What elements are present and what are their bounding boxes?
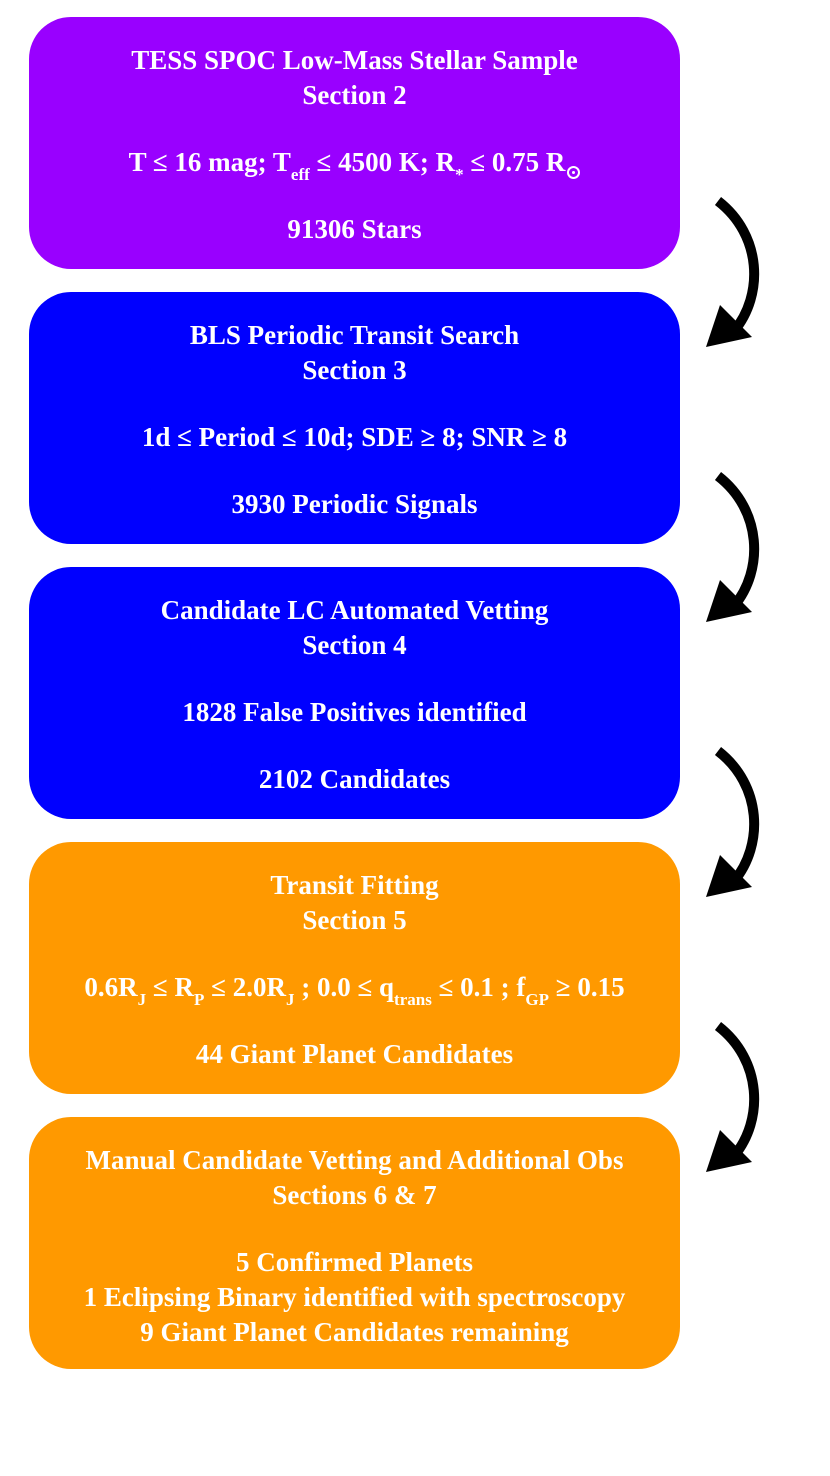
- flow-arrow-icon: [700, 195, 770, 355]
- stage-result-line: 9 Giant Planet Candidates remaining: [140, 1317, 569, 1347]
- stage-criteria: 1828 False Positives identified: [182, 697, 527, 727]
- stage-result-line: 1 Eclipsing Binary identified with spectroscopy: [83, 1282, 626, 1312]
- flow-arrow-icon: [700, 470, 770, 630]
- stage-criteria: [29, 970, 680, 1008]
- stage-result: 44 Giant Planet Candidates: [195, 1039, 514, 1069]
- criteria-text: ≤ 0.75 R: [463, 147, 566, 177]
- criteria-subscript: J: [137, 990, 147, 1009]
- stage-result-line: 5 Confirmed Planets: [236, 1247, 473, 1277]
- flow-arrow-icon: [700, 745, 770, 905]
- stage-result: 91306 Stars: [287, 214, 422, 244]
- criteria-subscript: GP: [525, 990, 549, 1009]
- criteria-text: 0.6R: [84, 972, 138, 1002]
- stage-box-stellar-sample: [29, 17, 680, 269]
- stage-criteria: 1d ≤ Period ≤ 10d; SDE ≥ 8; SNR ≥ 8: [141, 422, 568, 452]
- stage-section: Section 4: [302, 630, 407, 660]
- criteria-subscript: trans: [394, 990, 432, 1009]
- criteria-subscript: *: [455, 165, 464, 184]
- stage-section: Section 5: [302, 905, 407, 935]
- stage-box-bls-search: [29, 292, 680, 544]
- stage-title: TESS SPOC Low-Mass Stellar Sample: [131, 45, 578, 75]
- criteria-subscript: eff: [290, 165, 310, 184]
- stage-result: 2102 Candidates: [258, 764, 451, 794]
- criteria-subscript: J: [285, 990, 295, 1009]
- stage-box-transit-fitting: [29, 842, 680, 1094]
- sun-symbol-icon: [567, 166, 580, 179]
- stage-box-manual-vetting: [29, 1117, 680, 1369]
- stage-result: 3930 Periodic Signals: [231, 489, 478, 519]
- criteria-subscript: P: [194, 990, 205, 1009]
- stage-title: Transit Fitting: [270, 870, 439, 900]
- flow-arrow-icon: [700, 1020, 770, 1180]
- criteria-text: ; 0.0 ≤ q: [294, 972, 395, 1002]
- stage-section: Section 2: [302, 80, 407, 110]
- criteria-text: ≤ 0.1 ; f: [431, 972, 526, 1002]
- criteria-text: ≤ R: [146, 972, 194, 1002]
- criteria-text: T ≤ 16 mag; T: [128, 147, 291, 177]
- criteria-text: ≤ 2.0R: [204, 972, 286, 1002]
- stage-section: Sections 6 & 7: [272, 1180, 437, 1210]
- stage-section: Section 3: [302, 355, 407, 385]
- stage-box-automated-vetting: [29, 567, 680, 819]
- stage-criteria: [29, 145, 680, 183]
- criteria-text: ≤ 4500 K; R: [309, 147, 456, 177]
- stage-title: BLS Periodic Transit Search: [189, 320, 520, 350]
- stage-title: Manual Candidate Vetting and Additional Obs: [85, 1145, 624, 1175]
- stage-title: Candidate LC Automated Vetting: [160, 595, 549, 625]
- criteria-text: ≥ 0.15: [549, 972, 625, 1002]
